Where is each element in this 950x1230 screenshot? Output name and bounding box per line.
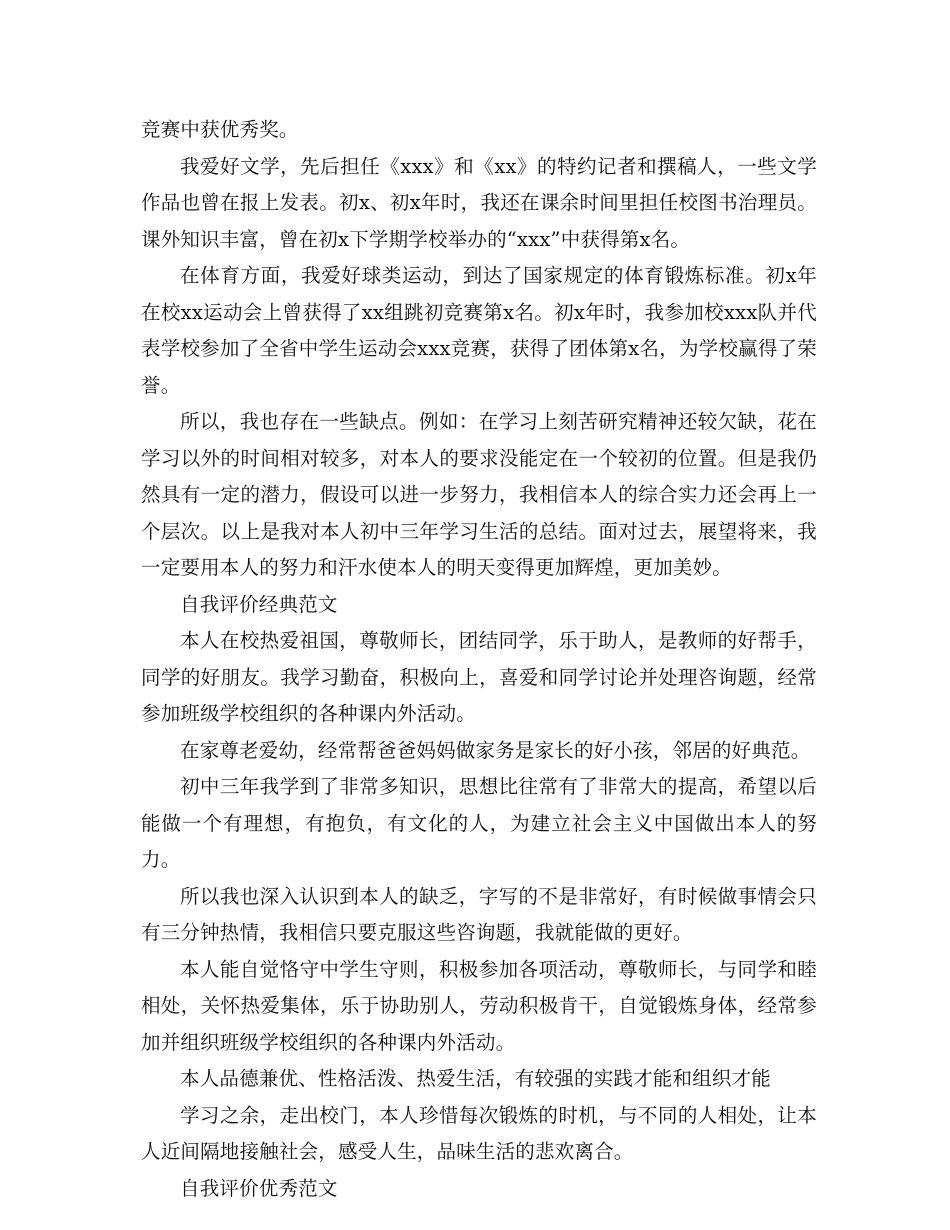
paragraph-conduct: 本人能自觉恪守中学生守则，积极参加各项活动，尊敬师长，与同学和睦相处，关怀热爱集体，乐于协助别人，劳动积极肯干，自觉锻炼身体，经常参加并组织班级学校组织的各种课内外活动。: [141, 957, 817, 1054]
paragraph-sports: 在体育方面，我爱好球类运动，到达了国家规定的体育锻炼标准。初x年在校xx运动会上曾获得了xx组跳初竞赛第x名。初x年时，我参加校xxx队并代表学校参加了全省中学生运动会xxx竞赛，获得了团体第x名，为学校赢得了荣誉。: [141, 264, 817, 397]
document-body: [141, 112, 817, 1207]
section-heading-excellent: 自我评价优秀范文: [180, 1176, 338, 1200]
paragraph-shortcomings: 所以，我也存在一些缺点。例如：在学习上刻苦研究精神还较欠缺，花在学习以外的时间相对较多，对本人的要求没能定在一个较初的位置。但是我仍然具有一定的潜力，假设可以进一步努力，我相信本人的综合实力还会再上一个层次。以上是我对本人初中三年学习生活的总结。面对过去，展望将来，我一定要用本人的努力和汗水使本人的明天变得更加辉煌，更加美妙。: [141, 410, 817, 579]
paragraph-literature: 我爱好文学，先后担任《xxx》和《xx》的特约记者和撰稿人，一些文学作品也曾在报上发表。初x、初x年时，我还在课余时间里担任校图书治理员。课外知识丰富，曾在初x下学期学校举办的“xxx”中获得第x名。: [141, 154, 817, 251]
paragraph-character: 本人品德兼优、性格活泼、热爱生活，有较强的实践才能和组织才能: [180, 1067, 772, 1090]
paragraph-deficiency: 所以我也深入认识到本人的缺乏，字写的不是非常好，有时候做事情会只有三分钟热情，我相信只要克服这些咨询题，我就能做的更好。: [141, 884, 817, 944]
paragraph-school: 本人在校热爱祖国，尊敬师长，团结同学，乐于助人，是教师的好帮手，同学的好朋友。我学习勤奋，积极向上，喜爱和同学讨论并处理咨询题，经常参加班级学校组织的各种课内外活动。: [141, 629, 817, 725]
paragraph-three-years: 初中三年我学到了非常多知识，思想比往常有了非常大的提高，希望以后能做一个有理想，有抱负，有文化的人，为建立社会主义中国做出本人的努力。: [141, 775, 817, 871]
paragraph-society: 学习之余，走出校门，本人珍惜每次锻炼的时机，与不同的人相处，让本人近间隔地接触社会，感受人生，品味生活的悲欢离合。: [141, 1103, 817, 1163]
section-heading-classic: 自我评价经典范文: [180, 592, 338, 616]
paragraph-continuation: 竞赛中获优秀奖。: [141, 118, 299, 141]
paragraph-home: 在家尊老爱幼，经常帮爸爸妈妈做家务是家长的好小孩，邻居的好典范。: [180, 738, 811, 762]
